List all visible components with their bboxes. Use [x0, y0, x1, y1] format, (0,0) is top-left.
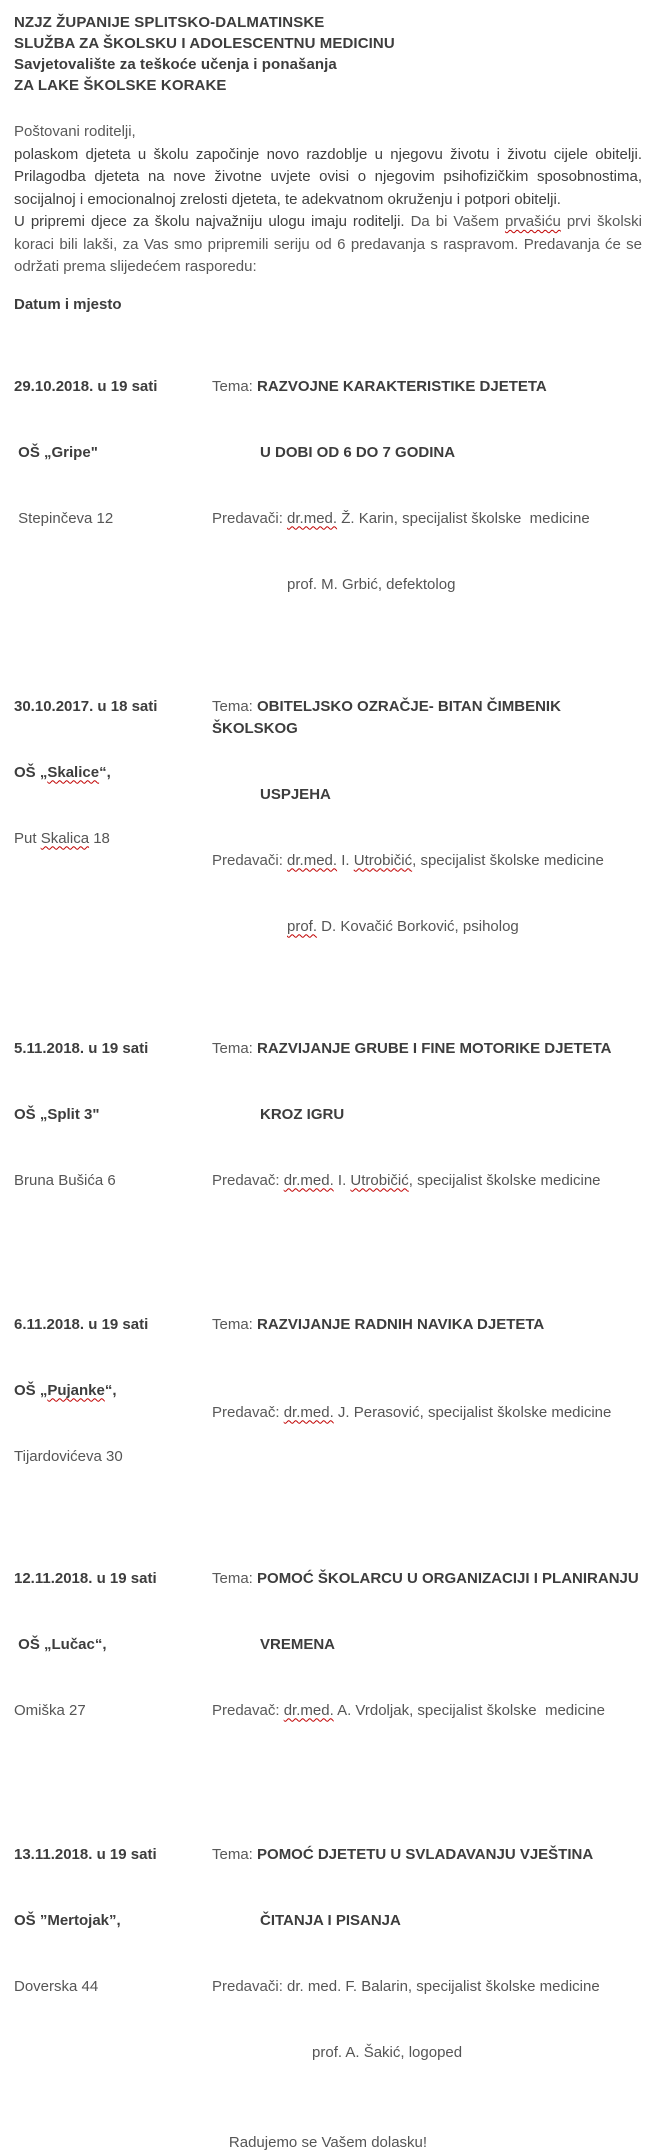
text-segment: Omiška 27 — [14, 1701, 86, 1719]
entry-topic-lecturers — [212, 1270, 642, 1512]
lecturer-label: Predavač: — [212, 1403, 284, 1421]
event-school — [14, 442, 212, 464]
lecturer-label: Predavač: — [212, 1701, 284, 1719]
text-segment: OŠ „ — [14, 763, 48, 781]
event-address — [14, 1976, 212, 1998]
event-lecturer-1 — [287, 852, 604, 869]
intro-paragraph-1: polaskom djeteta u školu započinje novo razdoblje u njegovu životu i životu cijele obitelji. Prilagodba djeteta na nove životne uvjete ovisi o njegovim psihofizičkim sposobnostima, socijalnoj i emocionalnoj zrelosti djeteta, te adekvatnom okruženju i potpori obitelji. — [14, 145, 642, 208]
event-school — [14, 1910, 212, 1932]
topic-line-1 — [212, 696, 642, 740]
text-segment: D. Kovačić Borković, psiholog — [317, 917, 519, 935]
misspelled-word: dr.med. — [283, 1171, 334, 1189]
topic-line-2: VREMENA — [260, 1635, 336, 1653]
event-lecturer-1 — [284, 1404, 612, 1421]
event-topic-text: RAZVIJANJE GRUBE I FINE MOTORIKE DJETETA — [257, 1039, 612, 1057]
topic-line-1 — [212, 1844, 642, 1866]
tema-label: Tema: — [212, 1039, 258, 1057]
entry-when-where — [14, 332, 212, 640]
text-segment: OŠ „Gripe" — [14, 443, 98, 461]
event-date: 13.11.2018. u 19 sati — [14, 1845, 157, 1863]
entry-topic-lecturers — [212, 994, 642, 1258]
event-lecturer-1 — [287, 510, 590, 527]
event-topic-text: POMOĆ DJETETU U SVLADAVANJU VJEŠTINA — [257, 1845, 594, 1863]
text-segment: Put — [14, 829, 41, 847]
misspelled-word: prof. — [287, 917, 318, 935]
event-lecturer-1 — [287, 1978, 600, 1995]
lecturer-line-1 — [212, 508, 642, 530]
topic-line-1 — [212, 1568, 642, 1590]
lecturer-line-1 — [212, 1976, 642, 1998]
lecturer-label: Predavači: — [212, 1977, 288, 1995]
misspelled-word: Utrobičić — [353, 851, 413, 869]
tema-label: Tema: — [212, 1315, 258, 1333]
text-segment: “, — [99, 763, 111, 781]
topic-line-2: USPJEHA — [260, 785, 331, 803]
event-lecturer-1 — [284, 1702, 605, 1719]
text-segment: OŠ „Split 3" — [14, 1105, 100, 1123]
event-date: 5.11.2018. u 19 sati — [14, 1039, 149, 1057]
tema-label: Tema: — [212, 1569, 258, 1587]
text-segment: J. Perasović, specijalist školske medicine — [333, 1403, 612, 1421]
topic-line-2: KROZ IGRU — [260, 1105, 345, 1123]
event-date: 12.11.2018. u 19 sati — [14, 1569, 157, 1587]
text-segment: I. — [337, 851, 354, 869]
text-segment: Stepinčeva 12 — [14, 509, 114, 527]
lecturer-label: Predavač: — [212, 1171, 284, 1189]
text-segment: A. Vrdoljak, specijalist školske medicine — [333, 1701, 605, 1719]
text-segment: , specijalist školske medicine — [412, 851, 604, 869]
event-topic-text: RAZVIJANJE RADNIH NAVIKA DJETETA — [257, 1315, 545, 1333]
lecturer-line-2 — [212, 2042, 642, 2064]
misspelled-word: dr.med. — [283, 1701, 334, 1719]
entry-when-where — [14, 1270, 212, 1512]
lecturer-line-2 — [212, 574, 642, 596]
topic-line-2: U DOBI OD 6 DO 7 GODINA — [260, 443, 456, 461]
misspelled-word: dr.med. — [287, 851, 338, 869]
text-segment: Da bi Vašem — [410, 213, 505, 230]
event-topic-text: RAZVOJNE KARAKTERISTIKE DJETETA — [257, 377, 547, 395]
entry-when-where — [14, 1800, 212, 2108]
event-school — [14, 1104, 212, 1126]
lecturer-line-1 — [212, 1170, 642, 1192]
misspelled-word: prvašiću — [504, 213, 561, 230]
schedule-entry — [14, 994, 642, 1258]
event-date: 30.10.2017. u 18 sati — [14, 697, 158, 715]
misspelled-word: Utrobičić — [350, 1171, 409, 1189]
lecturer-line-2 — [212, 916, 642, 938]
misspelled-word: Skalica — [40, 829, 90, 847]
schedule-entry — [14, 1270, 642, 1512]
misspelled-word: dr.med. — [283, 1403, 334, 1421]
entry-topic-lecturers — [212, 332, 642, 640]
event-school — [14, 1634, 212, 1656]
schedule-entry — [14, 652, 642, 982]
topic-line-1 — [212, 376, 642, 398]
misspelled-word: Skalice — [47, 763, 100, 781]
entry-when-where — [14, 652, 212, 982]
schedule-entry — [14, 1524, 642, 1788]
schedule-entry — [14, 1800, 642, 2108]
entry-when-where — [14, 1524, 212, 1788]
topic-line-1 — [212, 1314, 642, 1336]
document-header — [14, 12, 642, 96]
closing-line: Radujemo se Vašem dolasku! — [228, 2133, 428, 2151]
text-segment: OŠ „Lučac“, — [14, 1635, 107, 1653]
section-heading-datum-i-mjesto: Datum i mjesto — [14, 295, 122, 313]
salutation: Poštovani roditelji, — [14, 123, 136, 140]
intro-block — [14, 121, 642, 279]
text-segment: I. — [333, 1171, 351, 1189]
lecturer-line-1 — [212, 850, 642, 872]
text-segment: OŠ ”Mertojak”, — [14, 1911, 121, 1929]
schedule-entry — [14, 332, 642, 640]
lecture-schedule — [14, 332, 642, 2108]
event-date: 6.11.2018. u 19 sati — [14, 1315, 149, 1333]
header-line-service: SLUŽBA ZA ŠKOLSKU I ADOLESCENTNU MEDICINU — [14, 35, 395, 52]
lecturer-line-1 — [212, 1700, 642, 1722]
lecturer-line-1 — [212, 1402, 642, 1424]
event-address — [14, 828, 212, 850]
event-school — [14, 762, 212, 784]
event-address — [14, 1446, 212, 1468]
entry-when-where — [14, 994, 212, 1258]
entry-topic-lecturers — [212, 1524, 642, 1788]
event-topic-text: POMOĆ ŠKOLARCU U ORGANIZACIJI I PLANIRANJU — [257, 1569, 639, 1587]
text-segment: prof. M. Grbić, defektolog — [287, 575, 456, 593]
text-segment: prvi školski koraci bili lakši, za Vas smo pripremili seriju od 6 predavanja s raspravom. Predavanja će se održati prema slijedećem rasporedu: — [14, 213, 642, 275]
text-segment: OŠ „ — [14, 1381, 48, 1399]
event-school — [14, 1380, 212, 1402]
text-segment: Bruna Bušića 6 — [14, 1171, 116, 1189]
event-address — [14, 1170, 212, 1192]
text-segment: prof. A. Šakić, logoped — [287, 2043, 463, 2061]
tema-label: Tema: — [212, 377, 258, 395]
entry-topic-lecturers — [212, 652, 642, 982]
entry-topic-lecturers — [212, 1800, 642, 2108]
text-segment: , specijalist školske medicine — [408, 1171, 601, 1189]
lecturer-label: Predavači: — [212, 851, 288, 869]
lecturer-label: Predavači: — [212, 509, 288, 527]
misspelled-word: Pujanke — [47, 1381, 105, 1399]
header-line-program: ZA LAKE ŠKOLSKE KORAKE — [14, 77, 227, 94]
topic-line-2: ČITANJA I PISANJA — [260, 1911, 401, 1929]
misspelled-word: dr.med. — [287, 509, 338, 527]
text-segment: dr. med. F. Balarin, specijalist školske medicine — [287, 1977, 600, 1995]
text-segment: Tijardovićeva 30 — [14, 1447, 123, 1465]
event-address — [14, 508, 212, 530]
event-lecturer-1 — [284, 1172, 601, 1189]
event-topic-text: OBITELJSKO OZRAČJE- BITAN ČIMBENIK ŠKOLSKOG — [212, 697, 566, 737]
text-segment: “, — [104, 1381, 117, 1399]
text-segment: U pripremi djece za školu najvažniju ulogu imaju roditelji. — [14, 213, 411, 230]
text-segment: Ž. Karin, specijalist školske medicine — [337, 509, 590, 527]
intro-paragraph-2 — [14, 211, 642, 279]
header-line-counseling: Savjetovalište za teškoće učenja i ponašanja — [14, 56, 337, 73]
event-address — [14, 1700, 212, 1722]
event-date: 29.10.2018. u 19 sati — [14, 377, 158, 395]
text-segment: 18 — [89, 829, 110, 847]
header-line-institute: NZJZ ŽUPANIJE SPLITSKO-DALMATINSKE — [14, 14, 325, 31]
tema-label: Tema: — [212, 697, 258, 715]
topic-line-1 — [212, 1038, 642, 1060]
tema-label: Tema: — [212, 1845, 258, 1863]
text-segment: Doverska 44 — [14, 1977, 99, 1995]
